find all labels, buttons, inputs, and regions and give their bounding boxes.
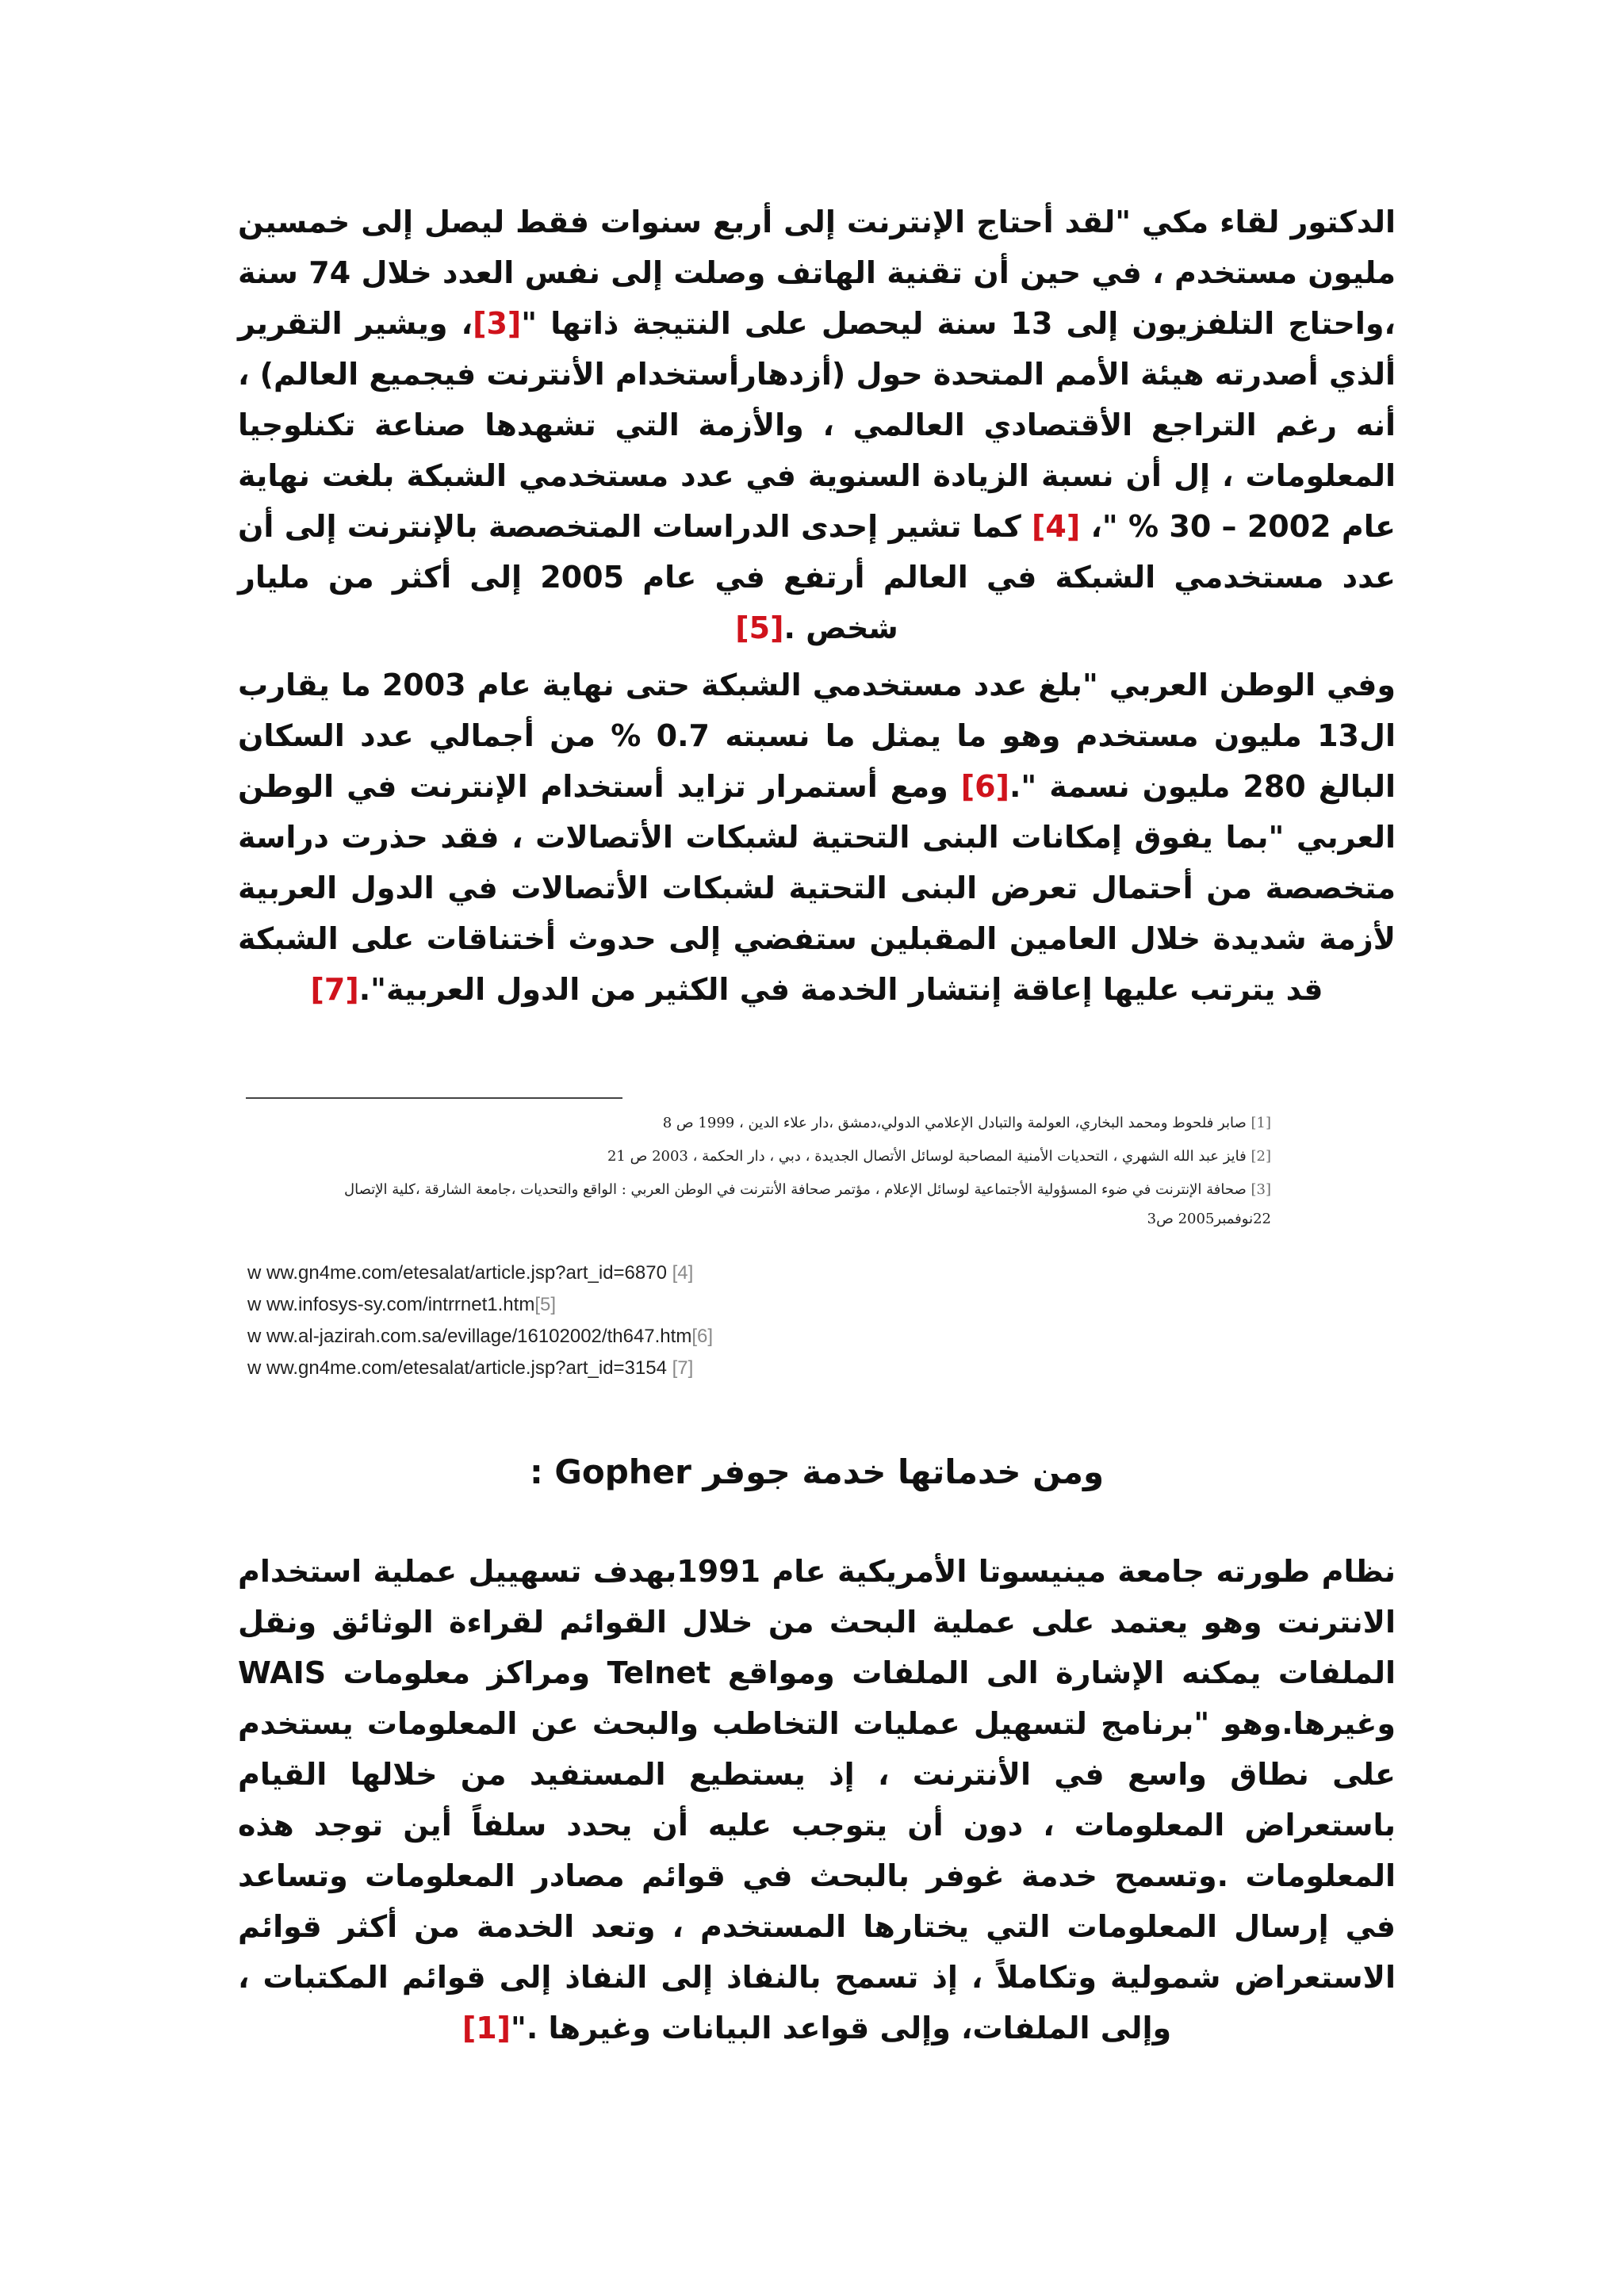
footnote-ref-4[interactable]: [4] — [1031, 509, 1081, 544]
footnote-link-5[interactable] — [247, 1294, 556, 1316]
para1-text-3: كما تشير إحدى الدراسات المتخصصة بالإنترنت إلى أن عدد مستخدمي الشبكة في العالم أرتفع في عام 2005 إلى أكثر من مليار شخص . — [238, 509, 1396, 645]
footnote-link-7-url[interactable]: w ww.gn4me.com/etesalat/article.jsp?art_id=3154 — [247, 1357, 667, 1379]
para1-text-2: ، ويشير التقرير ألذي أصدرته هيئة الأمم المتحدة حول (أزدهارأستخدام الأنترنت فيجميع العالم) ، أنه رغم التراجع الأقتصادي العالمي ، والأزمة التي تشهدها صناعة تكنلوجيا المعلومات ، إل أن نسبة الزيادة السنوية في عدد مستخدمي الشبكة بلغت نهاية عام 2002 – 30 % "، — [238, 306, 1396, 544]
footnote-ref-1[interactable]: [1] — [462, 2011, 511, 2045]
footnote-link-7[interactable] — [247, 1357, 693, 1380]
para2-text-2: ومع أستمرار تزايد أستخدام الإنترنت في الوطن العربي "بما يفوق إمكانات البنى التحتية لشبكات الأتصالات ، فقد حذرت دراسة متخصصة من أحتمال تعرض البنى التحتية لشبكات الأتصالات في الدول العربية لأزمة شديدة خلال العامين المقبلين ستفضي إلى حدوث أختناقات على الشبكة قد يترتب عليها إعاقة إنتشار الخدمة في الكثير من الدول العربية". — [238, 769, 1396, 1007]
para1-text-1: الدكتور لقاء مكي "لقد أحتاج الإنترنت إلى أربع سنوات فقط ليصل إلى خمسين مليون مستخدم ، في حين أن تقنية الهاتف وصلت إلى نفس العدد خلال 74 سنة ،واحتاج التلفزيون إلى 13 سنة ليحصل على النتيجة ذاتها " — [238, 205, 1396, 341]
footnote-link-7-number: [7] — [672, 1357, 694, 1379]
para3-text-1: نظام طورته جامعة مينيسوتا الأمريكية عام 1991بهدف تسهييل عملية استخدام الانترنت وهو يعتمد على عملية البحث من خلال القوائم لقراءة الوثائق ونقل الملفات يمكنه الإشارة الى الملفات ومواقع Telnet ومراكز معلومات WAIS وغيرها.وهو "برنامج لتسهيل عمليات التخاطب والبحث عن المعلومات يستخدم على نطاق واسع في الأنترنت ، إذ يستطيع المستفيد من خلالها القيام باستعراض المعلومات ، دون أن يتوجب عليه أن يحدد سلفاً أين توجد هذه المعلومات .وتسمح خدمة غوفر بالبحث في قوائم مصادر المعلومات وتساعد في إرسال المعلومات التي يختارها المستخدم ، وتعد الخدمة من أكثر قوائم الاستعراض شمولية وتكاملاً ، إذ تسمح بالنفاذ إلى النفاذ إلى قوائم المكتبات ، وإلى الملفات، وإلى قواعد البيانات وغيرها ." — [238, 1554, 1396, 2045]
footnote-2-text: فايز عبد الله الشهري ، التحديات الأمنية المصاحبة لوسائل الأتصال الجديدة ، دبي ، دار الحكمة ، 2003 ص 21 — [607, 1148, 1247, 1165]
footnote-ref-3[interactable]: [3] — [473, 306, 522, 341]
footnote-3-continued — [1147, 1211, 1271, 1227]
footnote-link-6-number: [6] — [691, 1326, 713, 1347]
footnote-2-number[interactable]: [2] — [1251, 1148, 1271, 1165]
footnote-link-4-number: [4] — [672, 1262, 694, 1284]
footnote-3 — [344, 1181, 1271, 1198]
footnote-separator — [246, 1097, 622, 1099]
footnote-ref-7[interactable]: [7] — [310, 972, 359, 1007]
footnote-link-5-number: [5] — [534, 1294, 556, 1315]
body-paragraph-internet-growth — [238, 197, 1396, 653]
section-heading-gopher: ومن خدماتها خدمة جوفر Gopher : — [529, 1452, 1105, 1491]
footnote-1 — [663, 1115, 1271, 1131]
footnote-ref-6[interactable]: [6] — [960, 769, 1009, 804]
footnote-link-5-url[interactable]: w ww.infosys-sy.com/intrrnet1.htm — [247, 1294, 535, 1315]
body-paragraph-gopher — [238, 1546, 1396, 2053]
footnote-3-date: 22نوفمبر2005 ص3 — [1147, 1211, 1271, 1227]
footnote-link-6[interactable] — [247, 1326, 713, 1348]
footnote-link-4[interactable] — [247, 1262, 693, 1284]
body-paragraph-arab-world — [238, 660, 1396, 1015]
footnote-link-4-url[interactable]: w ww.gn4me.com/etesalat/article.jsp?art_id=6870 — [247, 1262, 667, 1284]
footnote-1-number[interactable]: [1] — [1251, 1115, 1271, 1131]
footnote-3-text: صحافة الإنترنت في ضوء المسؤولية الأجتماعية لوسائل الإعلام ، مؤتمر صحافة الأنترنت في الوطن العربي : الواقع والتحديات ،جامعة الشارقة ،كلية الإتصال — [344, 1181, 1247, 1198]
footnote-1-text: صابر فلحوط ومحمد البخاري، العولمة والتبادل الإعلامي الدولي،دمشق ،دار علاء الدين ، 1999 ص 8 — [662, 1115, 1247, 1131]
footnote-link-6-url[interactable]: w ww.al-jazirah.com.sa/evillage/16102002/th647.htm — [247, 1326, 692, 1347]
para2-text-1: وفي الوطن العربي "بلغ عدد مستخدمي الشبكة حتى نهاية عام 2003 ما يقارب ال13 مليون مستخدم وهو ما يمثل ما نسبته 0.7 % من أجمالي عدد السكان البالغ 280 مليون نسمة ". — [238, 668, 1396, 804]
footnote-ref-5[interactable]: [5] — [735, 610, 784, 645]
footnote-2 — [607, 1148, 1271, 1165]
footnote-3-number[interactable]: [3] — [1251, 1181, 1271, 1198]
